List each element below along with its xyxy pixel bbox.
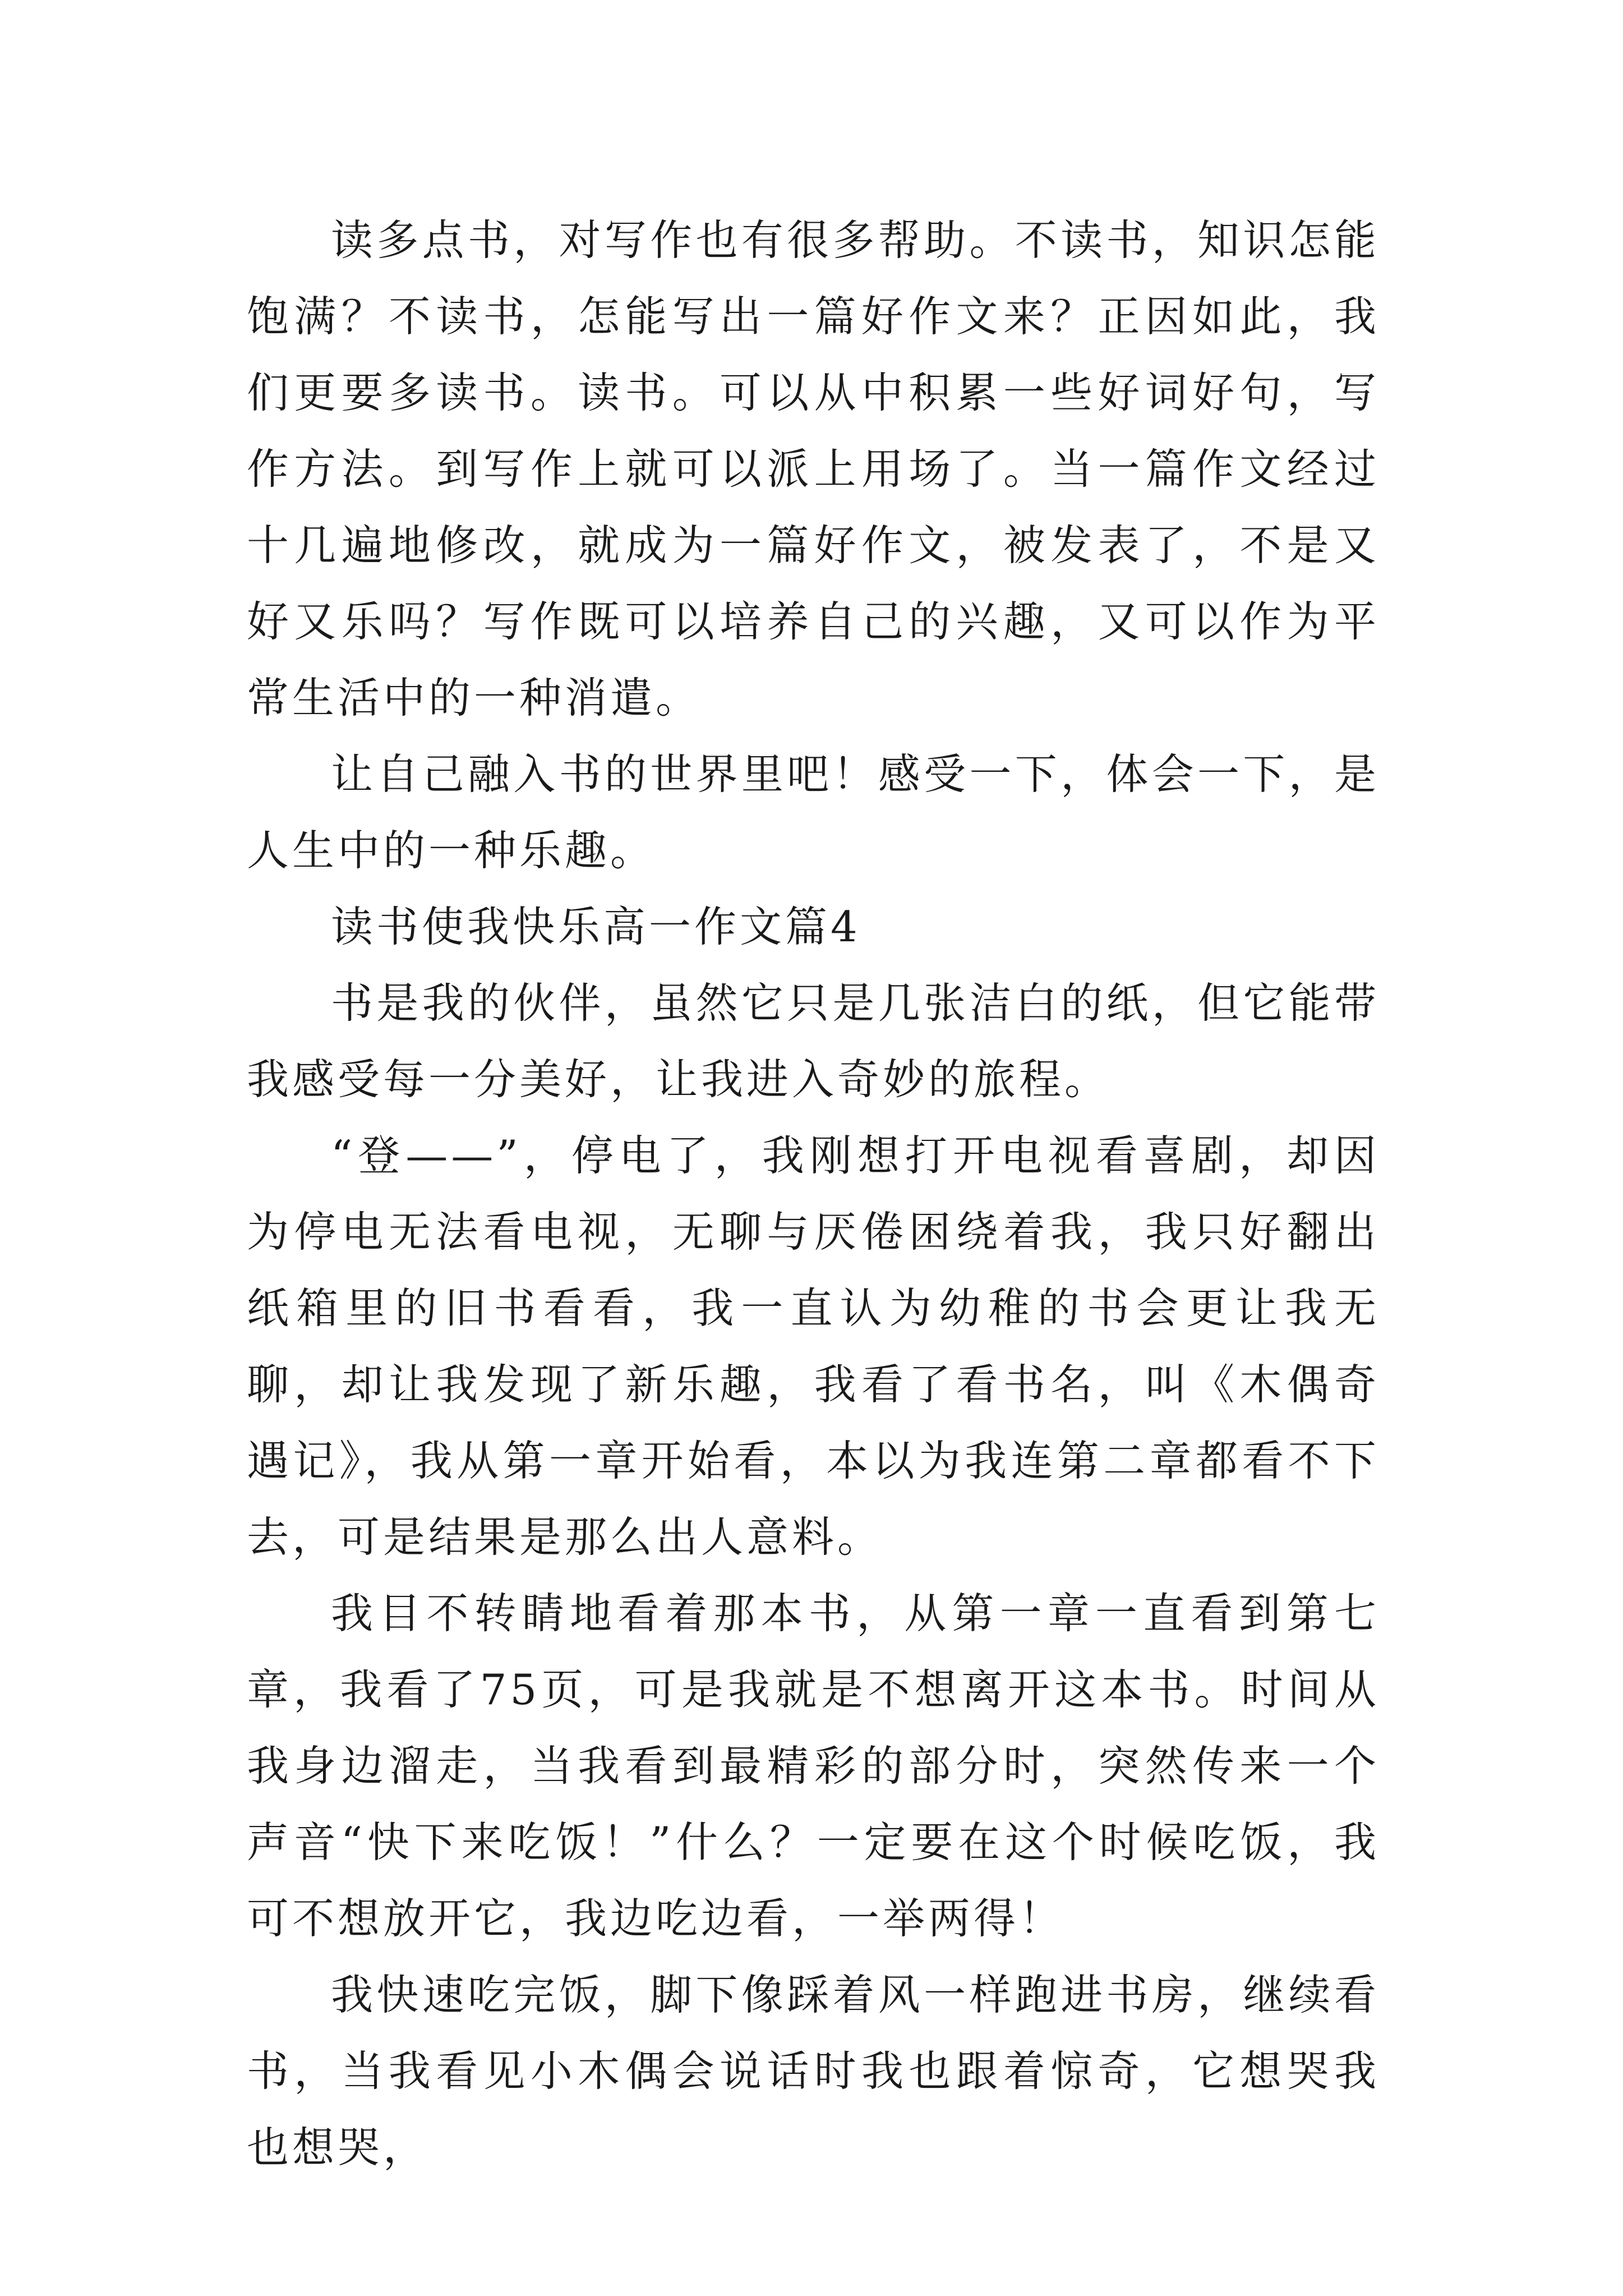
section-heading: 读书使我快乐高一作文篇4	[331, 902, 861, 951]
paragraph-world-of-books: 让自己融入书的世界里吧！感受一下，体会一下，是人生中的一种乐趣。	[247, 749, 1380, 875]
paragraph-reading-absorbed: 我目不转睛地看着那本书，从第一章一直看到第七章，我看了75页，可是我就是不想离开这本书。时间从我身边溜走，当我看到最精彩的部分时，突然传来一个声音“快下来吃饭！”什么？一定要在这个时候吃饭，我可不想放开它，我边吃边看，一举两得！	[247, 1589, 1380, 1943]
paragraph-after-dinner: 我快速吃完饭，脚下像踩着风一样跑进书房，继续看书，当我看见小木偶会说话时我也跟着惊奇，它想哭我也想哭，	[247, 1970, 1380, 2172]
paragraph-writing-benefits: 读多点书，对写作也有很多帮助。不读书，知识怎能饱满？不读书，怎能写出一篇好作文来？正因如此，我们更要多读书。读书。可以从中积累一些好词好句，写作方法。到写作上就可以派上用场了。当一篇作文经过十几遍地修改，就成为一篇好作文，被发表了，不是又好又乐吗？写作既可以培养自己的兴趣，又可以作为平常生活中的一种消遣。	[247, 215, 1380, 723]
paragraph-book-companion: 书是我的伙伴，虽然它只是几张洁白的纸，但它能带我感受每一分美好，让我进入奇妙的旅程。	[247, 978, 1380, 1104]
body-text	[247, 202, 1380, 2185]
paragraph-power-outage: “登——”，停电了，我刚想打开电视看喜剧，却因为停电无法看电视，无聊与厌倦困绕着我，我只好翻出纸箱里的旧书看看，我一直认为幼稚的书会更让我无聊，却让我发现了新乐趣，我看了看书名，叫《木偶奇遇记》，我从第一章开始看，本以为我连第二章都看不下去，可是结果是那么出人意料。	[247, 1131, 1380, 1562]
